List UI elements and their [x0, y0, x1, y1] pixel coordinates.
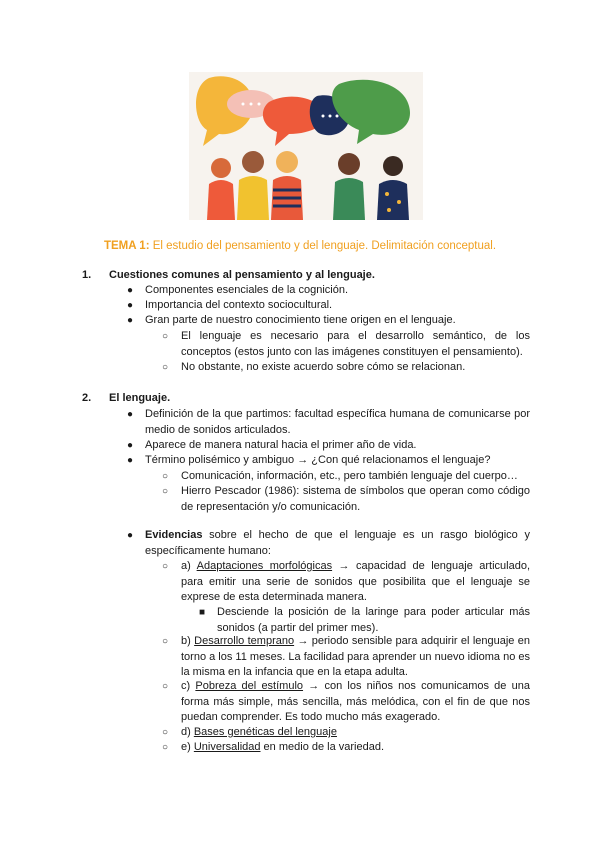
- people-talking-illustration: [189, 72, 423, 220]
- list-item: El lenguaje es necesario para el desarrollo semántico, de los conceptos (estos junto con las imágenes constituyen el pensamiento).: [181, 330, 530, 358]
- section-title: El lenguaje.: [109, 392, 171, 404]
- circle-bullet-icon: ○: [162, 471, 169, 482]
- list-item: Hierro Pescador (1986): sistema de símbolos que operan como código de representación y/o comunicación.: [181, 485, 530, 513]
- topic-text: El estudio del pensamiento y del lenguaje. Delimitación conceptual.: [149, 240, 497, 252]
- bullet-icon: ●: [127, 455, 134, 466]
- item-text: en medio de la variedad.: [260, 741, 385, 753]
- list-item: [181, 679, 530, 726]
- underlined-term: Pobreza del estímulo: [195, 680, 304, 692]
- item-letter: c): [181, 680, 196, 692]
- section-2-heading: [82, 392, 170, 404]
- item-letter: e): [181, 741, 194, 753]
- item-text: → capacidad de lenguaje articulado, para emitir una serie de sonidos que posibilita que el lenguaje se exprese de esta determinada manera.: [181, 560, 531, 603]
- circle-bullet-icon: ○: [162, 727, 169, 738]
- topic-label: TEMA 1:: [103, 240, 150, 252]
- underlined-term: Adaptaciones morfológicas: [196, 560, 333, 572]
- section-1-heading: [82, 269, 375, 281]
- square-bullet-icon: ■: [199, 607, 206, 618]
- item-letter: b): [181, 635, 195, 647]
- bullet-icon: ●: [127, 440, 134, 451]
- item-text: → con los niños nos comunicamos de una forma más simple, más sencilla, más melódica, con el fin de que nos puedan comprender. Es todo mucho más exagerado.: [181, 680, 530, 723]
- bullet-icon: ●: [127, 409, 134, 420]
- underlined-term: Universalidad: [193, 741, 261, 753]
- list-item: [181, 559, 530, 606]
- circle-bullet-icon: ○: [162, 681, 169, 692]
- list-item: Gran parte de nuestro conocimiento tiene origen en el lenguaje.: [145, 314, 456, 326]
- list-item: No obstante, no existe acuerdo sobre cómo se relacionan.: [181, 361, 466, 373]
- circle-bullet-icon: ○: [162, 362, 169, 373]
- list-item: [181, 725, 530, 741]
- item-letter: d): [181, 726, 194, 738]
- section-number: 1.: [82, 269, 92, 281]
- item-text: → periodo sensible para adquirir el lenguaje en torno a los 11 meses. La facilidad para aprender un nuevo idioma no es la misma en la infancia que en la etapa adulta.: [181, 635, 531, 678]
- list-item: Término polisémico y ambiguo → ¿Con qué relacionamos el lenguaje?: [145, 454, 491, 466]
- bullet-icon: ●: [127, 315, 134, 326]
- evidence-label: Evidencias: [145, 529, 203, 541]
- underlined-term: Desarrollo temprano: [194, 635, 295, 647]
- list-item: Desciende la posición de la laringe para poder articular más sonidos (a partir del primer mes).: [217, 606, 530, 634]
- bullet-icon: ●: [127, 530, 134, 541]
- bullet-icon: ●: [127, 300, 134, 311]
- list-item: Definición de la que partimos: facultad específica humana de comunicarse por medio de sonidos articulados.: [145, 408, 530, 436]
- section-number: 2.: [82, 392, 92, 404]
- topic-title: [0, 240, 600, 252]
- list-item: [181, 634, 530, 681]
- circle-bullet-icon: ○: [162, 486, 169, 497]
- list-item: Comunicación, información, etc., pero también lenguaje del cuerpo…: [181, 470, 518, 482]
- list-item: [181, 740, 530, 756]
- list-item: Aparece de manera natural hacia el primer año de vida.: [145, 439, 417, 451]
- circle-bullet-icon: ○: [162, 636, 169, 647]
- section-title: Cuestiones comunes al pensamiento y al lenguaje.: [109, 269, 375, 281]
- list-item: Importancia del contexto sociocultural.: [145, 299, 333, 311]
- person-1: [207, 158, 235, 220]
- bullet-icon: ●: [127, 285, 134, 296]
- circle-bullet-icon: ○: [162, 742, 169, 753]
- list-item: [145, 528, 530, 559]
- list-item: Componentes esenciales de la cognición.: [145, 284, 349, 296]
- circle-bullet-icon: ○: [162, 331, 169, 342]
- underlined-term: Bases genéticas del lenguaje: [193, 726, 337, 738]
- evidence-text: sobre el hecho de que el lenguaje es un rasgo biológico y específicamente humano:: [145, 529, 530, 557]
- circle-bullet-icon: ○: [162, 561, 169, 572]
- item-letter: a): [181, 560, 197, 572]
